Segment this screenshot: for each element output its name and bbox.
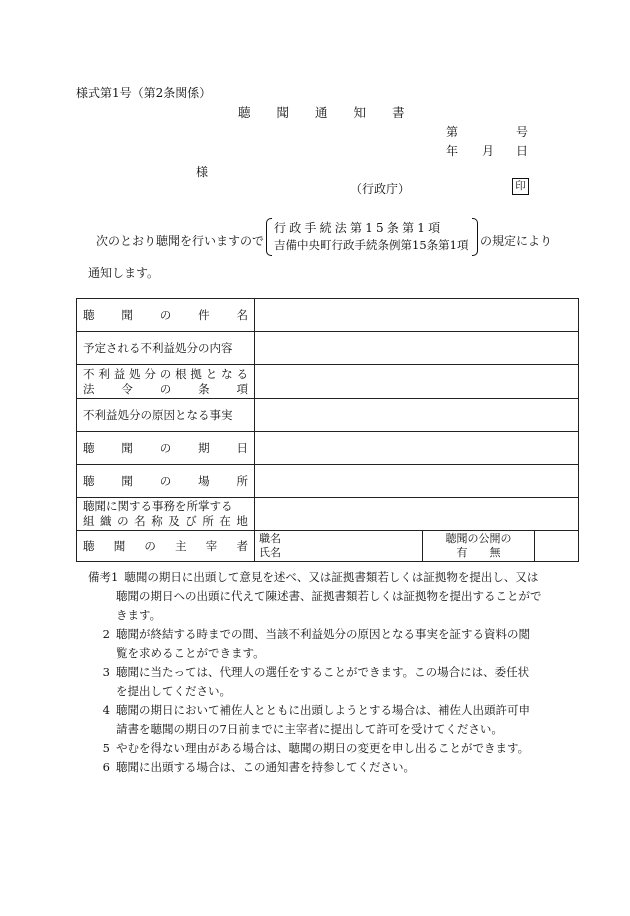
label-char: 条 [198,381,210,396]
label-char: 分 [144,366,156,381]
label-char: 場 [198,473,210,488]
public-label-cell [423,531,535,562]
note-continuation: を提出してください。 [116,684,231,698]
label-char: 日 [236,440,248,455]
note-number: 3 [102,665,110,679]
label-char: 法 [83,381,95,396]
date-month-label: 月 [482,144,495,158]
label-char: 件 [198,307,210,322]
title-char: 書 [392,105,405,120]
note-text: 聴聞の期日において補佐人とともに出頭しようとする場合は、補佐人出頭許可申 [116,703,530,717]
label-char: 称 [151,514,163,528]
intro-before: 次のとおり聴聞を行いますので [96,234,265,248]
presider-name-label: 氏名 [259,546,281,559]
note-text: 聴聞に当たっては、代理人の選任をすることができます。この場合には、委任状 [116,665,530,679]
hearing-info-table [76,298,579,562]
form-number: 様式第1号（第2条関係） [76,86,212,100]
public-line-1: 聴聞の公開の [445,532,512,545]
title-char: 聴 [238,105,251,120]
note-number: 2 [102,627,110,641]
table-row [77,332,579,365]
label-char: の [117,514,129,528]
label-char: 根 [175,366,187,381]
label-char: 組 [83,514,95,528]
notes-prefix: 備考 [88,570,111,584]
row-label [77,498,255,531]
note-number: 4 [102,703,110,717]
value-cell[interactable] [255,365,579,399]
note-item [88,758,542,777]
label-char: 聞 [121,473,133,488]
row-label [77,365,255,399]
table-row [77,365,579,399]
label-char: の [144,538,156,553]
row-label: 予定される不利益処分の内容 [77,332,255,365]
row-label [77,299,255,332]
label-char: 聞 [113,538,126,553]
public-line-2: 有 無 [456,546,501,559]
label-char: の [159,473,172,488]
note-number: 5 [102,741,110,755]
date-year-label: 年 [446,144,459,158]
label-char: と [205,366,218,381]
note-text: 聴聞が終結する時までの間、当該不利益処分の原因となる事実を証する資料の閲 [116,627,530,641]
table-row [77,498,579,531]
label-char: 名 [134,514,146,528]
value-cell[interactable] [255,465,579,498]
intro-line-2: 通知します。 [88,266,160,280]
label-line-2 [83,514,248,529]
presider-post-label: 職名 [259,532,281,545]
value-cell[interactable] [255,332,579,365]
label-line-2 [83,382,248,397]
law-bracket [266,218,478,254]
note-continuation: 覧を求めることができます。 [116,646,265,660]
label-char: 者 [236,538,248,553]
document-title [238,103,431,121]
label-char: の [159,440,172,455]
label-char: の [159,366,172,381]
row-label [77,432,255,465]
label-char: の [159,381,172,396]
table-row [77,299,579,332]
row-label [77,465,255,498]
row-label [77,531,255,562]
number-label-go: 号 [516,125,529,139]
spaced-label [83,308,248,323]
label-char: 聴 [83,307,95,322]
note-text: 聴聞の期日に出頭して意見を述べ、又は証拠書類若しくは証拠物を提出し、又は [124,570,539,584]
label-char: び [185,514,197,528]
label-char: 利 [98,366,110,381]
label-char: 処 [129,366,141,381]
note-item [88,663,542,682]
value-cell[interactable] [255,299,579,332]
title-char: 聞 [276,105,290,120]
note-item [88,701,542,720]
label-char: 所 [236,473,248,488]
table-row [77,399,579,432]
title-char: 通 [315,105,328,120]
note-item [88,625,542,644]
note-text: やむを得ない理由がある場合は、聴聞の期日の変更を申し出ることができます。 [116,741,530,755]
agency-label: （行政庁） [350,182,411,196]
number-label-dai: 第 [446,125,459,139]
law-line-1: 行政手続法第15条第1項 [274,221,444,235]
note-item [88,568,542,587]
spaced-label [83,539,248,554]
notes-section [88,568,542,777]
label-char: 不 [83,366,95,381]
spaced-label [83,441,248,456]
label-char: 聞 [121,440,133,455]
note-text: 聴聞に出頭する場合は、この通知書を持参してください。 [116,760,415,774]
label-char: 聴 [83,473,95,488]
note-item [88,739,542,758]
table-row [77,531,579,562]
public-value-cell[interactable] [535,531,579,562]
presider-cell[interactable] [255,531,423,562]
label-char: る [236,366,248,381]
note-number: 6 [102,760,110,774]
row-label: 不利益処分の原因となる事実 [77,399,255,432]
label-char: 及 [168,514,180,528]
label-char: 聴 [83,538,95,553]
label-char: 宰 [205,538,218,553]
value-cell[interactable] [255,498,579,531]
label-char: 地 [236,514,248,528]
label-char: 主 [175,538,187,553]
note-number: 1 [111,570,119,584]
label-char: 期 [198,440,210,455]
label-char: 所 [202,514,214,528]
label-char: 拠 [190,366,202,381]
label-char: の [159,307,172,322]
date-day-label: 日 [516,144,529,158]
value-cell[interactable] [255,432,579,465]
note-continuation: きます。 [116,608,162,622]
label-char: 聴 [83,440,95,455]
label-char: 益 [113,366,126,381]
note-continuation: 聴聞の期日への出頭に代えて陳述書、証拠書類若しくは証拠物を提出することがで [116,589,542,603]
label-char: な [221,366,233,381]
addressee-sama: 様 [196,165,209,179]
spaced-label [83,474,248,489]
note-continuation: 請書を聴聞の期日の7日前までに主宰者に提出して許可を受けてください。 [116,722,503,736]
value-cell[interactable] [255,399,579,432]
label-char: 名 [236,307,248,322]
table-row [77,432,579,465]
label-char: 在 [219,514,231,528]
seal-mark: 印 [512,178,529,195]
label-char: 聞 [121,307,133,322]
label-line-1: 聴聞に関する事務を所掌する [83,499,233,513]
intro-after: の規定により [480,234,553,248]
label-char: 令 [121,381,133,396]
label-char: 織 [100,514,112,528]
left-bracket [266,218,272,256]
label-char: 項 [236,381,248,396]
title-char: 知 [353,105,367,120]
law-line-2: 吉備中央町行政手続条例第15条第1項 [274,238,469,252]
right-bracket [472,218,478,256]
label-line-1 [83,367,248,382]
table-row [77,465,579,498]
